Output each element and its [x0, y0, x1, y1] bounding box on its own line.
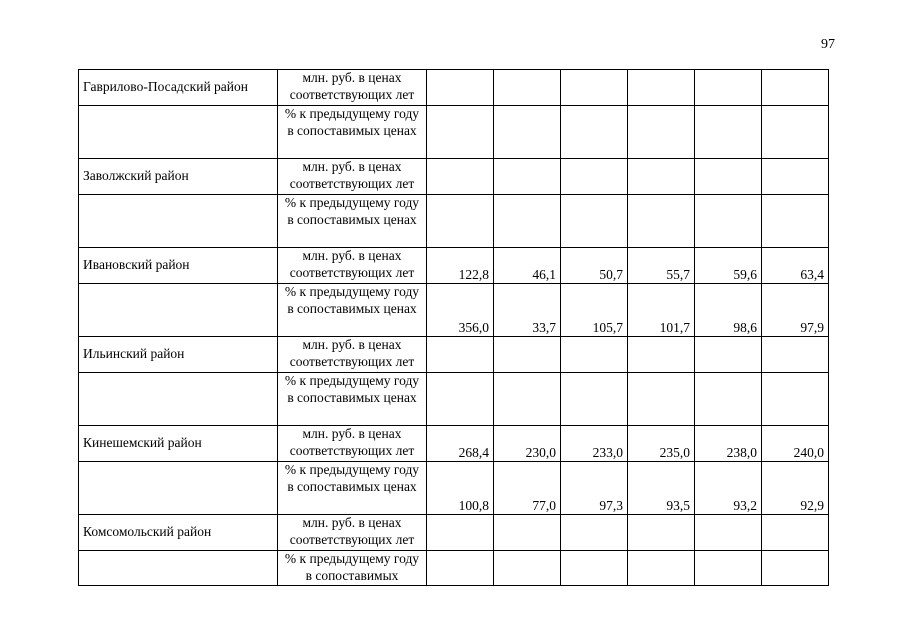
value-cell [695, 70, 762, 106]
value-cell [762, 106, 829, 159]
value-cell [695, 373, 762, 426]
value-cell [427, 337, 494, 373]
value-cell: 100,8 [427, 462, 494, 515]
value-cell: 46,1 [494, 248, 561, 284]
value-cell: 240,0 [762, 426, 829, 462]
value-cell [762, 515, 829, 551]
value-cell: 98,6 [695, 284, 762, 337]
value-cell [561, 106, 628, 159]
table-row [79, 159, 829, 195]
district-cell [79, 462, 278, 515]
value-cell [494, 159, 561, 195]
value-cell [762, 159, 829, 195]
unit-cell: % к предыдущему году в сопоставимых ценах [278, 195, 427, 248]
unit-cell: млн. руб. в ценах соответствующих лет [278, 159, 427, 195]
value-cell [695, 551, 762, 586]
value-cell: 97,9 [762, 284, 829, 337]
value-cell [427, 515, 494, 551]
unit-cell: млн. руб. в ценах соответствующих лет [278, 248, 427, 284]
value-cell: 230,0 [494, 426, 561, 462]
value-cell [628, 551, 695, 586]
value-cell: 233,0 [561, 426, 628, 462]
value-cell [494, 106, 561, 159]
value-cell: 50,7 [561, 248, 628, 284]
table-row [79, 70, 829, 106]
value-cell: 55,7 [628, 248, 695, 284]
value-cell [628, 70, 695, 106]
value-cell: 238,0 [695, 426, 762, 462]
district-cell: Гаврилово-Посадский район [79, 70, 278, 106]
table-row [79, 106, 829, 159]
unit-cell: % к предыдущему году в сопоставимых ценах [278, 284, 427, 337]
district-cell [79, 284, 278, 337]
value-cell [762, 373, 829, 426]
value-cell: 59,6 [695, 248, 762, 284]
value-cell: 77,0 [494, 462, 561, 515]
district-cell: Заволжский район [79, 159, 278, 195]
unit-cell: % к предыдущему году в сопоставимых ценах [278, 462, 427, 515]
value-cell [561, 515, 628, 551]
value-cell [561, 195, 628, 248]
unit-cell: млн. руб. в ценах соответствующих лет [278, 337, 427, 373]
district-cell: Кинешемский район [79, 426, 278, 462]
value-cell: 122,8 [427, 248, 494, 284]
value-cell: 356,0 [427, 284, 494, 337]
statistics-table [78, 69, 829, 586]
table-row [79, 515, 829, 551]
value-cell: 92,9 [762, 462, 829, 515]
unit-cell: % к предыдущему году в сопоставимых ценах [278, 373, 427, 426]
value-cell: 33,7 [494, 284, 561, 337]
value-cell [427, 551, 494, 586]
value-cell: 268,4 [427, 426, 494, 462]
unit-cell: млн. руб. в ценах соответствующих лет [278, 70, 427, 106]
value-cell [494, 551, 561, 586]
value-cell [762, 337, 829, 373]
table-row [79, 373, 829, 426]
value-cell [628, 515, 695, 551]
value-cell [695, 106, 762, 159]
value-cell [494, 373, 561, 426]
unit-cell: млн. руб. в ценах соответствующих лет [278, 515, 427, 551]
table-row [79, 195, 829, 248]
unit-cell: % к предыдущему году в сопоставимых [278, 551, 427, 586]
value-cell: 235,0 [628, 426, 695, 462]
value-cell: 93,5 [628, 462, 695, 515]
value-cell [427, 70, 494, 106]
value-cell [494, 70, 561, 106]
value-cell [762, 551, 829, 586]
value-cell [695, 337, 762, 373]
value-cell: 101,7 [628, 284, 695, 337]
table-body [79, 70, 829, 586]
value-cell [762, 195, 829, 248]
district-cell: Ивановский район [79, 248, 278, 284]
page-number: 97 [821, 37, 835, 52]
value-cell: 93,2 [695, 462, 762, 515]
value-cell [762, 70, 829, 106]
district-cell: Комсомольский район [79, 515, 278, 551]
district-cell [79, 195, 278, 248]
district-cell [79, 373, 278, 426]
value-cell [695, 195, 762, 248]
district-cell [79, 551, 278, 586]
value-cell [494, 337, 561, 373]
value-cell: 63,4 [762, 248, 829, 284]
value-cell [561, 70, 628, 106]
value-cell [494, 195, 561, 248]
table-row [79, 284, 829, 337]
district-cell [79, 106, 278, 159]
value-cell: 97,3 [561, 462, 628, 515]
value-cell [628, 159, 695, 195]
value-cell [494, 515, 561, 551]
value-cell [561, 337, 628, 373]
value-cell: 105,7 [561, 284, 628, 337]
value-cell [427, 195, 494, 248]
table-row [79, 551, 829, 586]
value-cell [561, 551, 628, 586]
table-row [79, 462, 829, 515]
value-cell [628, 373, 695, 426]
value-cell [695, 159, 762, 195]
unit-cell: % к предыдущему году в сопоставимых ценах [278, 106, 427, 159]
value-cell [695, 515, 762, 551]
value-cell [427, 106, 494, 159]
table-row [79, 426, 829, 462]
district-cell: Ильинский район [79, 337, 278, 373]
value-cell [628, 106, 695, 159]
unit-cell: млн. руб. в ценах соответствующих лет [278, 426, 427, 462]
value-cell [628, 337, 695, 373]
value-cell [427, 159, 494, 195]
table-row [79, 337, 829, 373]
value-cell [628, 195, 695, 248]
value-cell [427, 373, 494, 426]
value-cell [561, 373, 628, 426]
table-row [79, 248, 829, 284]
value-cell [561, 159, 628, 195]
